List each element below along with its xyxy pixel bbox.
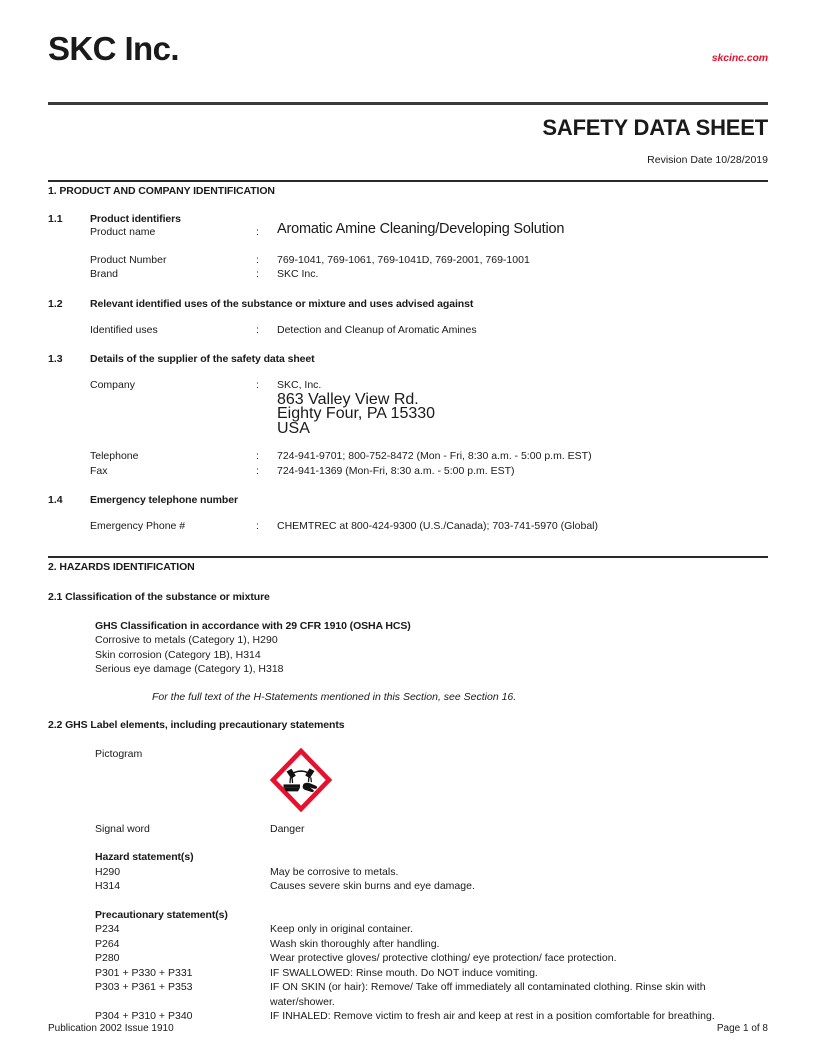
statement-text: IF SWALLOWED: Rinse mouth. Do NOT induce vomiting. xyxy=(270,966,538,979)
field-colon: : xyxy=(256,379,259,391)
section-heading-1: 1. PRODUCT AND COMPANY IDENTIFICATION xyxy=(48,180,768,197)
field-fax xyxy=(90,464,768,479)
precautionary-statement-row xyxy=(95,951,768,966)
statement-text: May be corrosive to metals. xyxy=(270,865,399,878)
footer-page-number: Page 1 of 8 xyxy=(716,1023,768,1034)
statement-code: H314 xyxy=(95,880,121,892)
subsection-1-4 xyxy=(48,494,768,506)
precautionary-statement-row xyxy=(95,937,768,952)
ghs05-corrosion-icon xyxy=(270,748,332,815)
ghs-classification-item: Corrosive to metals (Category 1), H290 xyxy=(95,634,278,646)
precautionary-statement-row xyxy=(95,922,768,937)
section-heading-2: 2. HAZARDS IDENTIFICATION xyxy=(48,556,768,573)
field-colon: : xyxy=(256,464,259,477)
field-label: Product name xyxy=(90,226,156,238)
statement-text: IF INHALED: Remove victim to fresh air and keep at rest in a position comfortable for breathing. xyxy=(270,1010,715,1022)
field-company xyxy=(90,378,768,393)
field-value: 724-941-1369 (Mon-Fri, 8:30 a.m. - 5:00 p.m. EST) xyxy=(277,464,515,477)
field-brand xyxy=(90,267,768,282)
field-product-number xyxy=(90,253,768,268)
field-colon: : xyxy=(256,323,259,336)
masthead-divider xyxy=(48,102,768,105)
company-address-street: 863 Valley View Rd. xyxy=(277,390,419,408)
field-colon: : xyxy=(256,253,259,266)
field-product-name xyxy=(90,221,768,240)
company-logo: SKC Inc. xyxy=(48,30,179,67)
pictogram-row xyxy=(95,748,768,822)
field-emergency-phone xyxy=(90,519,768,534)
subsection-number: 1.1 xyxy=(48,213,63,225)
field-telephone xyxy=(90,449,768,464)
statement-code: P304 + P310 + P340 xyxy=(95,1010,193,1022)
field-identified-uses xyxy=(90,323,768,338)
h-statement-reference-note: For the full text of the H-Statements mentioned in this Section, see Section 16. xyxy=(152,690,517,703)
statement-text: Keep only in original container. xyxy=(270,923,414,935)
revision-date: Revision Date 10/28/2019 xyxy=(647,154,768,166)
subsection-number: 1.4 xyxy=(48,494,63,506)
field-value: Aromatic Amine Cleaning/Developing Solution xyxy=(277,221,565,237)
field-value: SKC, Inc. xyxy=(277,379,322,391)
field-value: 769-1041, 769-1061, 769-1041D, 769-2001, 769-1001 xyxy=(277,253,530,266)
statement-code: P301 + P330 + P331 xyxy=(95,966,193,979)
footer-publication: Publication 2002 Issue 1910 xyxy=(48,1023,174,1034)
field-label: Emergency Phone # xyxy=(90,520,186,532)
field-value: Danger xyxy=(270,822,305,835)
statement-code: P280 xyxy=(95,952,120,964)
statement-text: Causes severe skin burns and eye damage. xyxy=(270,880,475,892)
subsection-title: Emergency telephone number xyxy=(90,494,238,506)
pictogram-label: Pictogram xyxy=(95,747,143,760)
subsection-2-2-title: 2.2 GHS Label elements, including precautionary statements xyxy=(48,718,345,731)
field-value: CHEMTREC at 800-424-9300 (U.S./Canada); 703-741-5970 (Global) xyxy=(277,520,598,532)
ghs-classification-heading: GHS Classification in accordance with 29 CFR 1910 (OSHA HCS) xyxy=(95,619,411,632)
field-value: 724-941-9701; 800-752-8472 (Mon - Fri, 8:30 a.m. - 5:00 p.m. EST) xyxy=(277,450,592,462)
subsection-1-2 xyxy=(48,298,768,310)
field-label: Fax xyxy=(90,464,108,477)
subsection-title: Relevant identified uses of the substance or mixture and uses advised against xyxy=(90,297,474,310)
subsection-1-3 xyxy=(48,353,768,365)
ghs-classification-item: Skin corrosion (Category 1B), H314 xyxy=(95,648,261,661)
field-label: Brand xyxy=(90,268,119,280)
field-label: Identified uses xyxy=(90,323,158,336)
field-label: Company xyxy=(90,379,135,391)
statement-code: P264 xyxy=(95,937,120,950)
field-label: Telephone xyxy=(90,450,139,462)
hazard-statement-row xyxy=(95,879,768,894)
subsection-number: 1.3 xyxy=(48,353,63,365)
precautionary-statement-row xyxy=(95,966,768,981)
precautionary-statement-row xyxy=(95,980,768,1009)
field-signal-word xyxy=(95,822,768,837)
field-colon: : xyxy=(256,226,259,238)
company-address-country: USA xyxy=(277,419,310,437)
field-colon: : xyxy=(256,520,259,532)
subsection-2-1-title: 2.1 Classification of the substance or mixture xyxy=(48,590,270,603)
hazard-statement-row xyxy=(95,865,768,880)
statement-text: Wear protective gloves/ protective clothing/ eye protection/ face protection. xyxy=(270,952,617,964)
precautionary-statements-heading: Precautionary statement(s) xyxy=(95,908,228,921)
company-website: skcinc.com xyxy=(711,52,768,64)
subsection-number: 1.2 xyxy=(48,297,63,310)
statement-code: P234 xyxy=(95,923,120,935)
field-colon: : xyxy=(256,450,259,462)
field-value: SKC Inc. xyxy=(277,268,319,280)
statement-code: P303 + P361 + P353 xyxy=(95,981,193,993)
ghs-classification-item: Serious eye damage (Category 1), H318 xyxy=(95,663,284,675)
field-colon: : xyxy=(256,268,259,280)
field-value: Detection and Cleanup of Aromatic Amines xyxy=(277,323,477,336)
document-masthead xyxy=(48,0,768,74)
statement-code: H290 xyxy=(95,865,121,878)
page-footer xyxy=(48,1023,768,1034)
subsection-title: Product identifiers xyxy=(90,213,181,225)
statement-text: Wash skin thoroughly after handling. xyxy=(270,937,440,950)
document-title: SAFETY DATA SHEET xyxy=(542,115,768,140)
statement-text: IF ON SKIN (or hair): Remove/ Take off immediately all contaminated clothing. Rinse skin with water/shower. xyxy=(270,981,706,1008)
hazard-statements-heading: Hazard statement(s) xyxy=(95,851,194,863)
company-address-city: Eighty Four, PA 15330 xyxy=(277,405,436,422)
field-label: Signal word xyxy=(95,822,150,835)
field-label: Product Number xyxy=(90,253,167,266)
subsection-title: Details of the supplier of the safety data sheet xyxy=(90,353,315,365)
